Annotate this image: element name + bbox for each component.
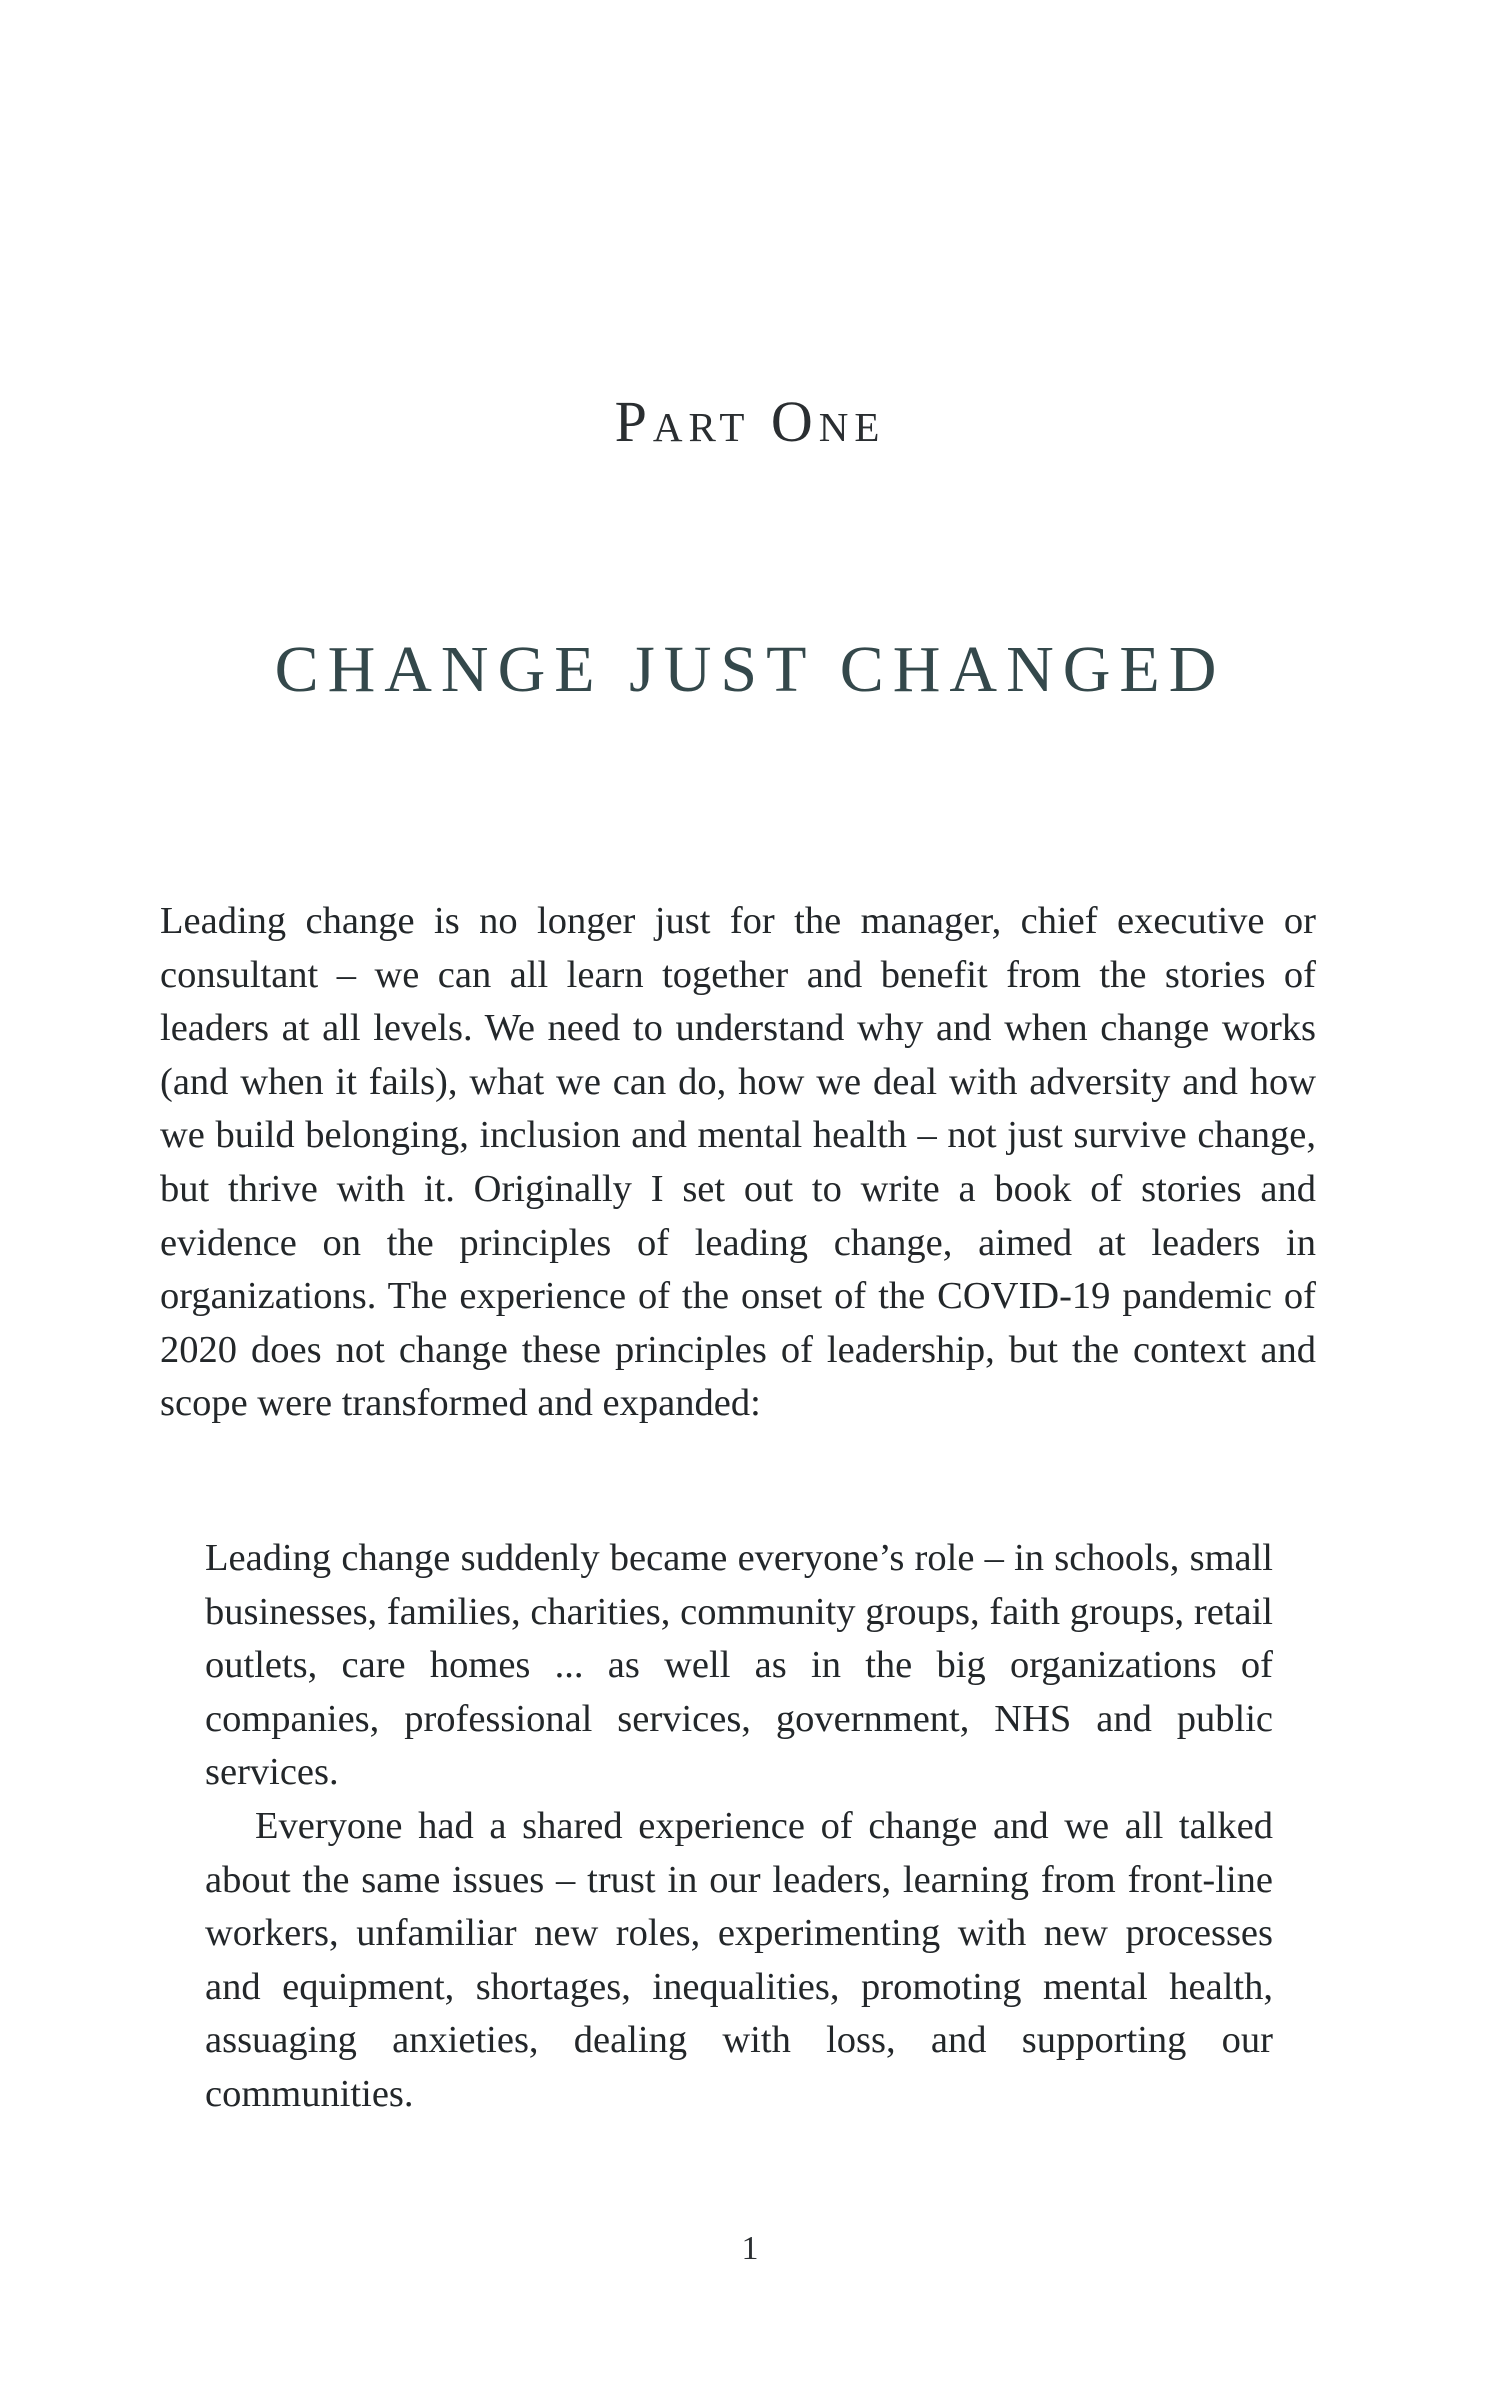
part-heading: Part One (614, 389, 886, 454)
block-quote (205, 1532, 1273, 2122)
quote-paragraph-2: Everyone had a shared experience of change and we all talked about the same issues – trust in our leaders, learning from front-line workers, unfamiliar new roles, experimenting with new processes and equipment, shortages, inequalities, promoting mental health, assuaging anxieties, dealing with loss, and supporting our communities. (205, 1804, 1273, 2115)
intro-paragraph: Leading change is no longer just for the manager, chief executive or consultant – we can all learn together and benefit from the stories of leaders at all levels. We need to understand why and when change works (and when it fails), what we can do, how we deal with adversity and how we build belonging, inclusion and mental health – not just survive change, but thrive with it. Originally I set out to write a book of stories and evidence on the principles of leading change, aimed at leaders in organizations. The experience of the onset of the COVID-19 pandemic of 2020 does not change these principles of leadership, but the context and scope were transformed and expanded: (160, 900, 1316, 1425)
quote-paragraph-1: Leading change suddenly became everyone’s role – in schools, small businesses, families, charities, community groups, faith groups, retail outlets, care homes ... as well as in the big organizations of companies, professional services, government, NHS and public services. (205, 1537, 1273, 1794)
chapter-title: CHANGE JUST CHANGED (274, 633, 1226, 706)
page-number: 1 (741, 2230, 759, 2267)
